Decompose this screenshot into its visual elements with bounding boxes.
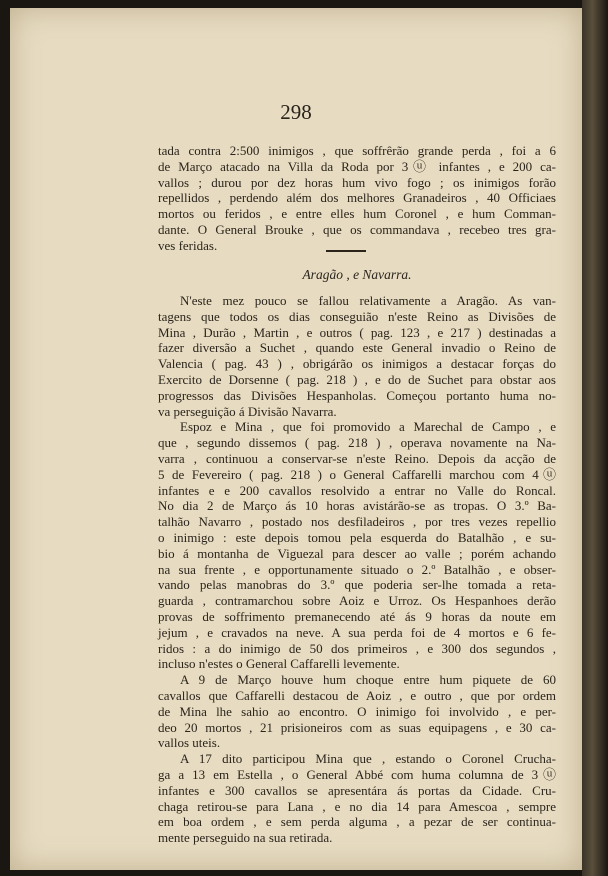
text-line: progressos das Divisões Hespanholas. Começou portanto huma no-: [158, 387, 556, 403]
text-line: chaga retirou-se para Lana , e no dia 14 para Amescoa , sempre: [158, 798, 556, 814]
text-line: mortos ou feridos , e entre elles hum Coronel , e hum Comman-: [158, 206, 556, 222]
book-spine-edge: [582, 0, 608, 876]
text-line: o inimigo : este depois tomou pela esquerda do Batalhão , e su-: [158, 529, 556, 545]
text-line: 5 de Fevereiro ( pag. 218 ) o General Caffarelli marchou com 4ⓤ: [158, 466, 556, 482]
text-line: mente perseguido na sua retirada.: [158, 830, 333, 846]
text-line: varra , continuou a conservar-se n'este Reino. Depois da acção de: [158, 450, 556, 466]
text-line: A 9 de Março houve hum choque entre hum piquete de 60: [180, 672, 556, 688]
text-line: em boa ordem , e sem perda alguma , a pezar de ser continua-: [158, 814, 556, 830]
text-line: fazer diversão a Suchet , quando este General invadio o Reino de: [158, 340, 556, 356]
book-page: [10, 8, 582, 870]
page-number: 298: [280, 100, 312, 124]
text-line: Espoz e Mina , que foi promovido a Marechal de Campo , e: [180, 419, 556, 435]
text-line: vando pelas manobras do 3.º que poderia ser-lhe tomada a reta-: [158, 577, 556, 593]
text-line: tada contra 2:500 inimigos , que soffrêrão grande perda , foi a 6: [158, 143, 556, 158]
text-line: ga a 13 em Estella , o General Abbé com huma columna de 3ⓤ: [158, 766, 556, 782]
text-line: deo 20 mortos , 21 prisioneiros com as suas equipagens , e 30 ca-: [158, 719, 556, 735]
text-line: talhão Navarro , postado nos desfiladeiros , por tres vezes repellio: [158, 514, 556, 530]
text-line: va perseguição á Divisão Navarra.: [158, 403, 337, 419]
text-line: vallos uteis.: [158, 735, 221, 751]
section-body: [158, 293, 556, 846]
text-line: de Mina lhe sahio ao encontro. O inimigo foi involvido , e per-: [158, 703, 556, 719]
section-heading: Aragão , e Navarra.: [302, 267, 412, 282]
text-line: jejum , e cravados na neve. A sua perda foi de 4 mortos e 6 fe-: [158, 624, 556, 640]
text-line: dante. O General Brouke , que os commandava , recebeo tres gra-: [158, 221, 556, 237]
text-line: de Março atacado na Villa da Roda por 3ⓤ infantes , e 200 ca-: [158, 158, 556, 174]
text-line: ves feridas.: [158, 237, 218, 253]
text-line: bio á montanha de Viguezal para descer ao valle ; porém achando: [158, 545, 556, 561]
text-line: que , segundo dissemos ( pag. 218 ) , operava novamente na Na-: [158, 435, 556, 451]
text-line: repellidos , perdendo além dos melhores Granadeiros , 40 Officiaes: [158, 190, 556, 206]
text-line: Exercito de Dorsenne ( pag. 218 ) , e do de Suchet para obstar aos: [158, 371, 556, 387]
text-line: Valencia ( pag. 43 ) , obrigárão os inimigos a destacar forças do: [158, 356, 556, 372]
text-line: provas de soffrimento premanecendo até ás 9 horas da noute em: [158, 608, 556, 624]
text-line: guarda , contramarchou sobre Aoiz e Urroz. Os Hespanhoes derão: [158, 593, 556, 609]
text-line: tagens que todos os dias conseguião n'este Reino as Divisões de: [158, 308, 556, 324]
text-line: vallos ; durou por dez horas hum vivo fogo ; os inimigos forão: [158, 174, 556, 190]
text-line: Mina , Durão , Martin , e outros ( pag. 123 , e 217 ) destinadas a: [158, 324, 556, 340]
text-line: No dia 2 de Março ás 10 horas avistárão-se as tropas. O 3.º Ba-: [158, 498, 556, 514]
text-line: cavallos que Caffarelli destacou de Aoiz , e outro , que por ordem: [158, 687, 556, 703]
text-line: incluso n'estes o General Caffarelli levemente.: [158, 656, 400, 672]
section-divider: [326, 250, 366, 252]
text-line: A 17 dito participou Mina que , estando o Coronel Crucha-: [180, 751, 556, 767]
text-line: ridos : a do inimigo de 50 dos primeiros , e 300 dos segundos ,: [158, 640, 556, 656]
text-line: N'este mez pouco se fallou relativamente a Aragão. As van-: [180, 293, 556, 308]
text-line: infantes e e 200 cavallos resolvido a entrar no Valle do Roncal.: [158, 482, 556, 498]
text-line: infantes e 300 cavallos se apresentára ás portas da Cidade. Cru-: [158, 782, 556, 798]
text-line: na sua frente , e opportunamente situado o 2.º Batalhão , e obser-: [158, 561, 556, 577]
continued-paragraph: [158, 143, 556, 254]
